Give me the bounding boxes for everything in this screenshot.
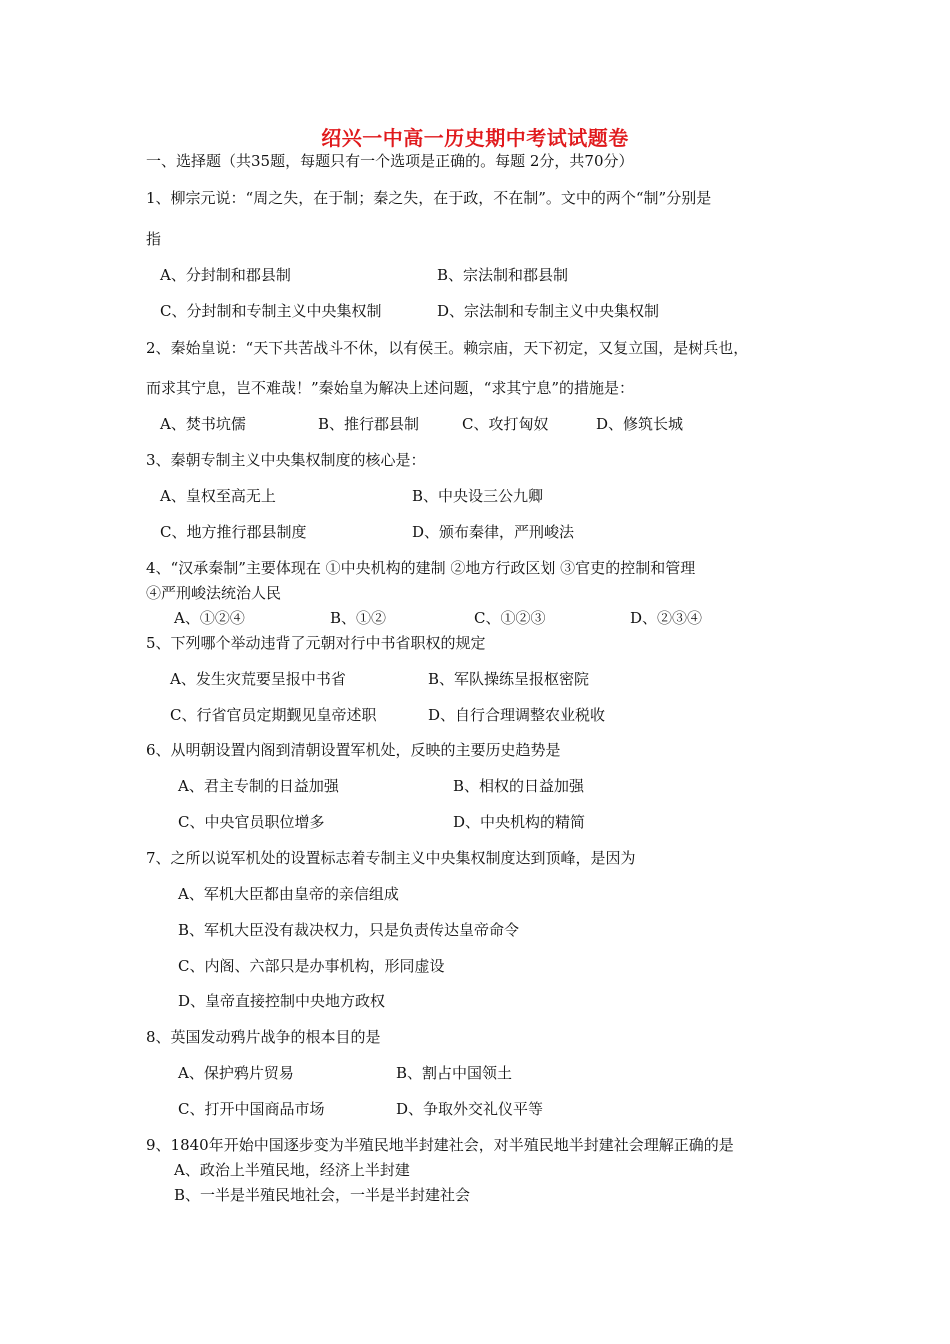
exam-title: 绍兴一中高一历史期中考试试题卷	[321, 126, 629, 150]
q3-option-c: C、地方推行郡县制度	[160, 523, 307, 541]
q8-option-d: D、争取外交礼仪平等	[396, 1100, 544, 1118]
q3-option-b: B、中央设三公九卿	[412, 487, 544, 505]
q2-option-d: D、修筑长城	[596, 415, 684, 433]
q8-option-b: B、割占中国领土	[396, 1064, 513, 1082]
q7-stem: 7、之所以说军机处的设置标志着专制主义中央集权制度达到顶峰，是因为	[146, 849, 636, 867]
q1-stem-line2: 指	[146, 230, 162, 248]
q5-option-c: C、行省官员定期觐见皇帝述职	[170, 706, 377, 724]
q1-option-c: C、分封制和专制主义中央集权制	[160, 302, 382, 320]
q9-stem: 9、1840年开始中国逐步变为半殖民地半封建社会，对半殖民地半封建社会理解正确的是	[146, 1136, 734, 1154]
q4-stem-line1: 4、“汉承秦制”主要体现在 ①中央机构的建制 ②地方行政区划 ③官吏的控制和管理	[146, 559, 696, 577]
q2-option-a: A、焚书坑儒	[160, 415, 246, 433]
q5-option-d: D、自行合理调整农业税收	[428, 706, 606, 724]
q1-option-d: D、宗法制和专制主义中央集权制	[437, 302, 660, 320]
q2-option-b: B、推行郡县制	[318, 415, 420, 433]
q1-option-b: B、宗法制和郡县制	[437, 266, 569, 284]
q3-option-a: A、皇权至高无上	[160, 487, 276, 505]
q8-option-c: C、打开中国商品市场	[178, 1100, 325, 1118]
q6-option-b: B、相权的日益加强	[453, 777, 585, 795]
q6-stem: 6、从明朝设置内阁到清朝设置军机处，反映的主要历史趋势是	[146, 741, 561, 759]
q7-option-a: A、军机大臣都由皇帝的亲信组成	[178, 885, 399, 903]
q4-option-d: D、②③④	[630, 609, 703, 627]
q8-option-a: A、保护鸦片贸易	[178, 1064, 294, 1082]
q6-option-d: D、中央机构的精简	[453, 813, 586, 831]
q2-stem-line2: 而求其宁息，岂不难哉！”秦始皇为解决上述问题，“求其宁息”的措施是：	[146, 379, 635, 397]
section-heading: 一、选择题（共35题，每题只有一个选项是正确的。每题 2分，共70分）	[146, 152, 634, 170]
q6-option-c: C、中央官员职位增多	[178, 813, 325, 831]
q6-option-a: A、君主专制的日益加强	[178, 777, 339, 795]
q7-option-d: D、皇帝直接控制中央地方政权	[178, 992, 386, 1010]
q2-stem-line1: 2、秦始皇说：“天下共苦战斗不休，以有侯王。赖宗庙，天下初定，又复立国，是树兵也，	[146, 339, 749, 357]
q5-option-a: A、发生灾荒要呈报中书省	[170, 670, 346, 688]
q3-stem: 3、秦朝专制主义中央集权制度的核心是：	[146, 451, 426, 469]
q1-option-a: A、分封制和郡县制	[160, 266, 291, 284]
q1-stem-line1: 1、柳宗元说：“周之失，在于制；秦之失，在于政，不在制”。文中的两个“制”分别是	[146, 189, 712, 207]
q4-option-a: A、①②④	[174, 609, 245, 627]
q7-option-c: C、内阁、六部只是办事机构，形同虚设	[178, 957, 445, 975]
q3-option-d: D、颁布秦律，严刑峻法	[412, 523, 575, 541]
q4-option-c: C、①②③	[474, 609, 546, 627]
q2-option-c: C、攻打匈奴	[462, 415, 549, 433]
q5-stem: 5、下列哪个举动违背了元朝对行中书省职权的规定	[146, 634, 486, 652]
q9-option-b: B、一半是半殖民地社会，一半是半封建社会	[174, 1186, 471, 1204]
q7-option-b: B、军机大臣没有裁决权力，只是负责传达皇帝命令	[178, 921, 520, 939]
q8-stem: 8、英国发动鸦片战争的根本目的是	[146, 1028, 381, 1046]
q4-stem-line2: ④严刑峻法统治人民	[146, 584, 282, 602]
q4-option-b: B、①②	[330, 609, 387, 627]
q5-option-b: B、军队操练呈报枢密院	[428, 670, 590, 688]
q9-option-a: A、政治上半殖民地，经济上半封建	[174, 1161, 410, 1179]
